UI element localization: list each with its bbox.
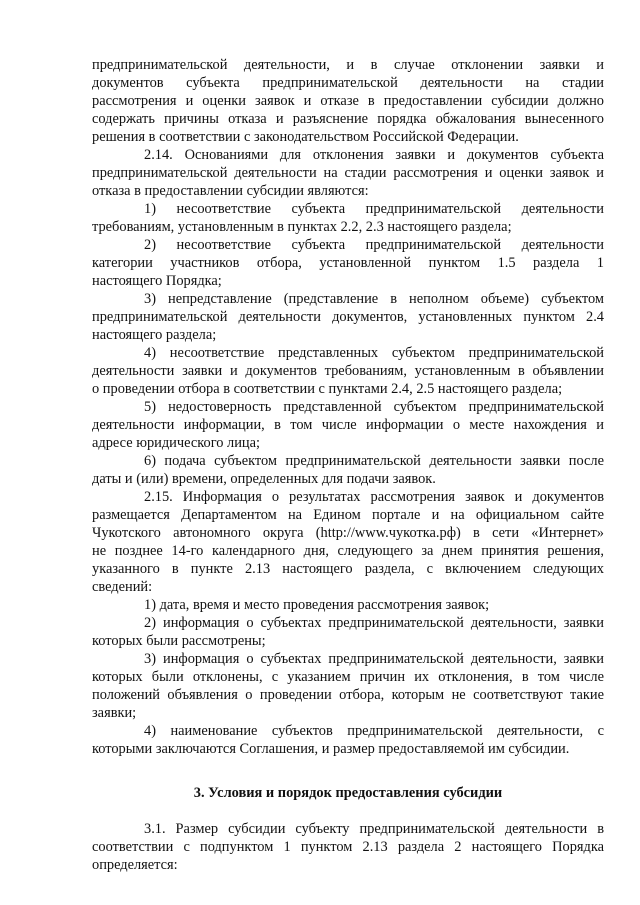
text-line: деятельности заявки и документов требованиям, установленным в объявлении [92, 363, 604, 379]
paragraph-3-1 [92, 820, 604, 874]
text-line: 1) дата, время и место проведения рассмотрения заявок; [144, 597, 490, 613]
text-line: отказа в предоставлении субсидии являются: [92, 183, 369, 199]
paragraph-2-15 [92, 488, 604, 758]
text-line: 2) информация о субъектах предпринимательской деятельности, заявки [144, 615, 604, 631]
text-line: о проведении отбора в соответствии с пунктами 2.4, 2.5 настоящего раздела; [92, 381, 563, 397]
text-line: указанного в пункте 2.13 настоящего раздела, с включением следующих [92, 561, 604, 577]
text-line: 2.15. Информация о результатах рассмотрения заявок и документов [144, 489, 604, 505]
paragraph-2-13-end [92, 56, 604, 146]
list-item [92, 290, 604, 344]
text-line: даты и (или) времени, определенных для подачи заявок. [92, 471, 436, 487]
list-item [92, 344, 604, 398]
list-item [92, 596, 604, 614]
text-line: размещается Департаментом на Едином портале и на официальном сайте [92, 507, 604, 523]
text-line: документов субъекта предпринимательской деятельности на стадии [92, 75, 604, 91]
list-item [92, 722, 604, 758]
text-line: заявки; [92, 705, 137, 721]
text-line: которыми заключаются Соглашения, и размер предоставляемой им субсидии. [92, 741, 570, 757]
text-line: определяется: [92, 857, 178, 873]
text-line: 6) подача субъектом предпринимательской деятельности заявки после [144, 453, 604, 469]
text-line: Чукотского автономного округа (http://www.чукотка.рф) в сети «Интернет» [92, 525, 604, 541]
text-line: 2.14. Основаниями для отклонения заявки и документов субъекта [144, 147, 604, 163]
text-line: соответствии с подпунктом 1 пунктом 2.13 раздела 2 настоящего Порядка [92, 839, 604, 855]
spacer [92, 802, 604, 820]
text-line: 2) несоответствие субъекта предпринимательской деятельности [144, 237, 604, 253]
text-line: 3.1. Размер субсидии субъекту предпринимательской деятельности в [144, 821, 604, 837]
text-line: предпринимательской деятельности, и в случае отклонении заявки и [92, 57, 604, 73]
spacer [92, 758, 604, 784]
section-3 [92, 784, 604, 874]
text-line: категории участников отбора, установленной пунктом 1.5 раздела 1 [92, 255, 604, 271]
list-item [92, 200, 604, 236]
text-line: положений объявления о проведении отбора, которым не соответствуют такие [92, 687, 604, 703]
text-line: деятельности информации, в том числе информации о месте нахождения и [92, 417, 604, 433]
text-line: 4) несоответствие представленных субъектом предпринимательской [144, 345, 604, 361]
text-line: предпринимательской деятельности документов, установленных пунктом 2.4 [92, 309, 604, 325]
text-line: 3) информация о субъектах предпринимательской деятельности, заявки [144, 651, 604, 667]
list-item [92, 236, 604, 290]
text-line: не позднее 14-го календарного дня, следующего за днем принятия решения, [92, 543, 604, 559]
document-body [92, 56, 604, 874]
text-line: которых были рассмотрены; [92, 633, 266, 649]
text-line: требованиям, установленным в пунктах 2.2, 2.3 настоящего раздела; [92, 219, 512, 235]
text-line: предпринимательской деятельности на стадии рассмотрения и оценки заявок и [92, 165, 604, 181]
text-line: содержать причины отказа и разъяснение порядка обжалования вынесенного [92, 111, 604, 127]
text-line: которых были отклонены, с указанием причин их отклонения, в том числе [92, 669, 604, 685]
text-line: решения в соответствии с законодательством Российской Федерации. [92, 129, 519, 145]
text-line: рассмотрения и оценки заявок и отказе в предоставлении субсидии должно [92, 93, 604, 109]
text-line: 5) недостоверность представленной субъектом предпринимательской [144, 399, 604, 415]
paragraph-2-14 [92, 146, 604, 488]
text-line: настоящего Порядка; [92, 273, 222, 289]
list-item [92, 650, 604, 722]
text-line: 1) несоответствие субъекта предпринимательской деятельности [144, 201, 604, 217]
list-item [92, 452, 604, 488]
text-line: адресе юридического лица; [92, 435, 261, 451]
text-line: 4) наименование субъектов предпринимательской деятельности, с [144, 723, 604, 739]
list-item [92, 398, 604, 452]
list-item [92, 614, 604, 650]
text-line: 3) непредставление (представление в неполном объеме) субъектом [144, 291, 604, 307]
text-line: сведений: [92, 579, 153, 595]
section-heading: 3. Условия и порядок предоставления субсидии [193, 785, 503, 801]
text-line: настоящего раздела; [92, 327, 217, 343]
